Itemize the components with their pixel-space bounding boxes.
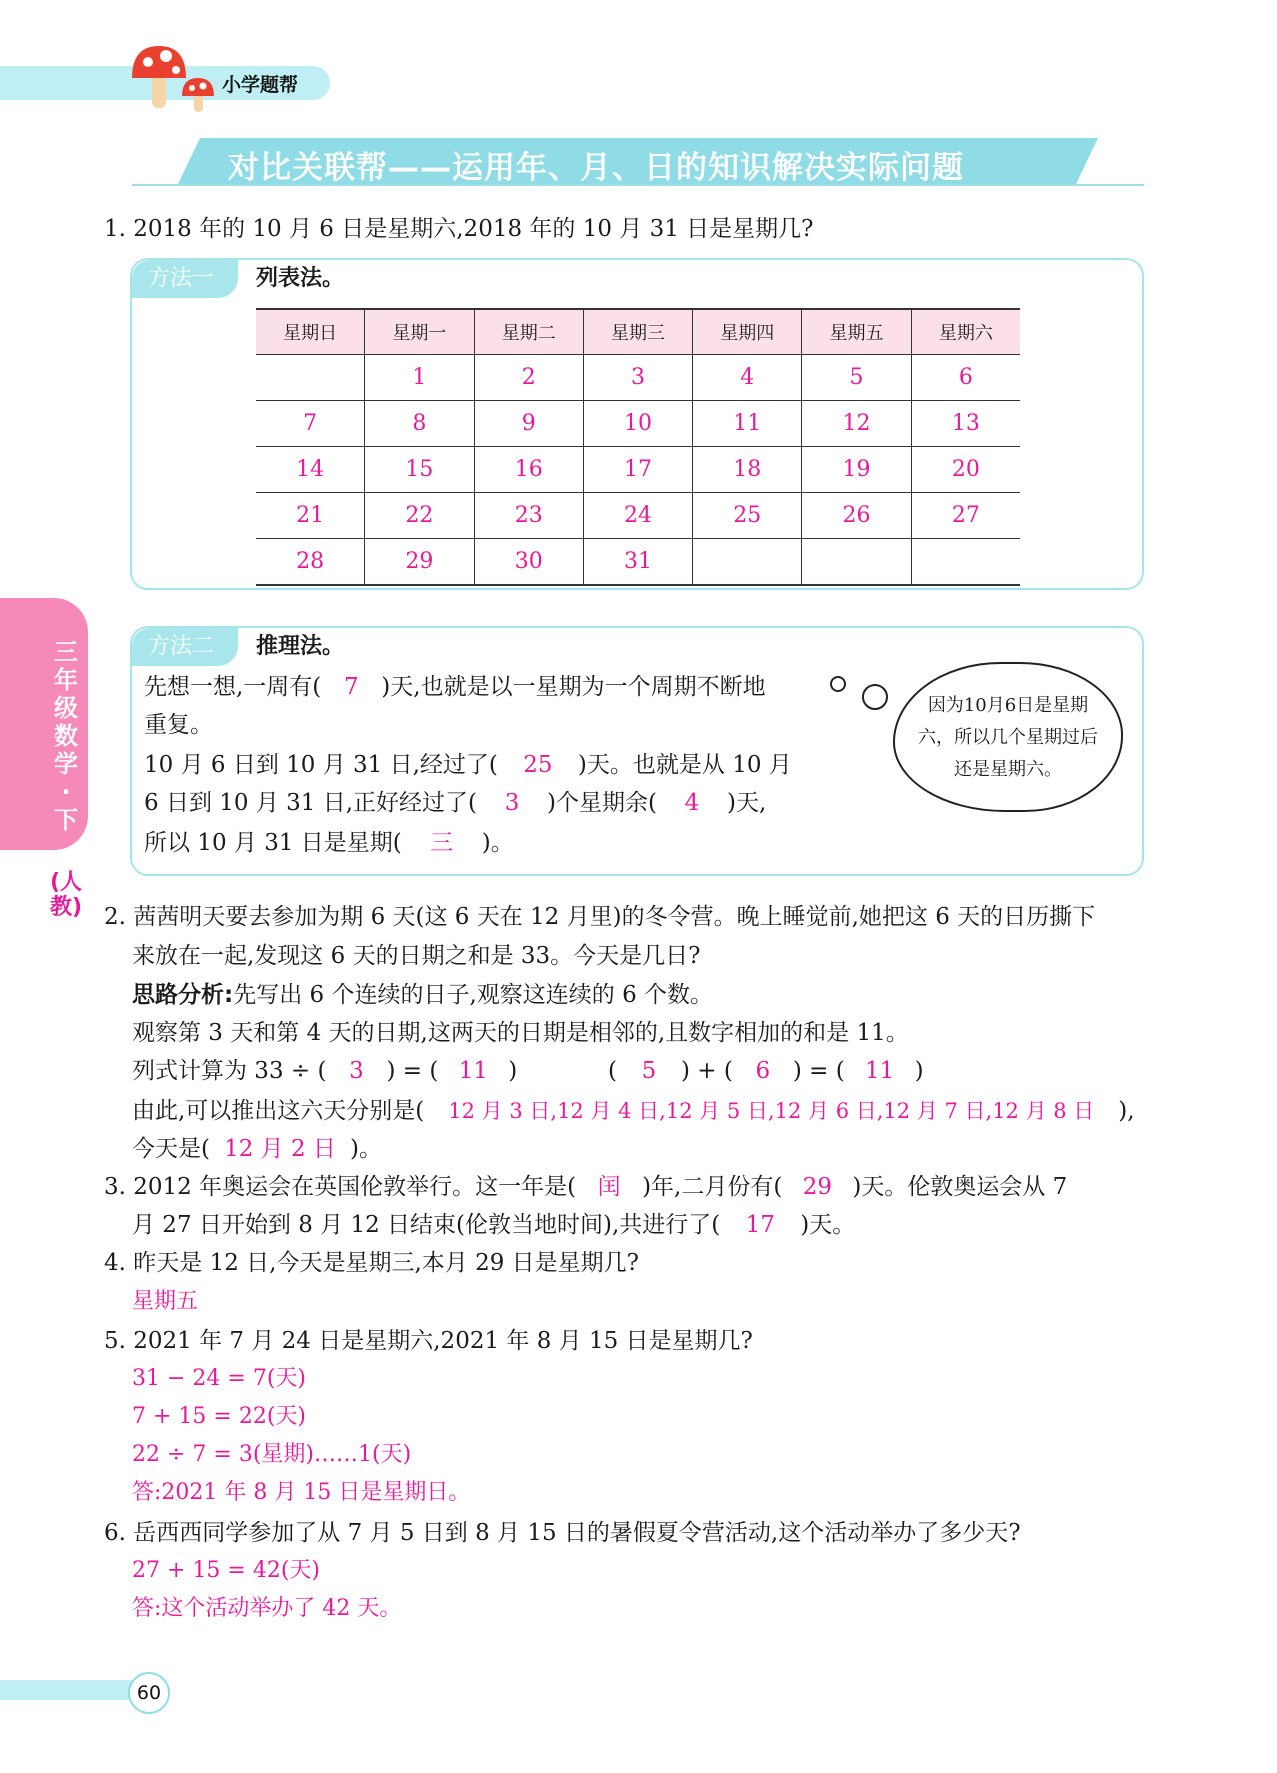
calendar-day-cell: 27 bbox=[911, 493, 1020, 539]
calendar-day-cell: 6 bbox=[911, 355, 1020, 401]
calendar-day-cell: 4 bbox=[693, 355, 802, 401]
method2-line4: 6 日到 10 月 31 日,正好经过了( 3 )个星期余( 4 )天, bbox=[144, 784, 766, 822]
calendar-day-cell: 26 bbox=[802, 493, 911, 539]
calendar-day-cell: 29 bbox=[365, 539, 474, 586]
question-2-line1: 2. 茜茜明天要去参加为期 6 天(这 6 天在 12 月里)的冬令营。晚上睡觉前,她把这 6 天的日历撕下 bbox=[104, 904, 1096, 930]
calendar-day-cell: 8 bbox=[365, 401, 474, 447]
question-5: 5. 2021 年 7 月 24 日是星期六,2021 年 8 月 15 日是星期几? bbox=[104, 1328, 753, 1354]
calendar-day-cell: 7 bbox=[256, 401, 365, 447]
calendar-row bbox=[256, 447, 1020, 493]
mushroom-icon bbox=[128, 40, 218, 114]
analysis-label: 思路分析: bbox=[132, 982, 234, 1008]
calendar-header-cell: 星期日 bbox=[256, 309, 365, 355]
question-6: 6. 岳西西同学参加了从 7 月 5 日到 8 月 15 日的暑假夏令营活动,这个活动举办了多少天? bbox=[104, 1520, 1021, 1546]
calendar-day-cell: 31 bbox=[583, 539, 692, 586]
method1-name: 列表法。 bbox=[256, 266, 345, 291]
calendar-row bbox=[256, 493, 1020, 539]
question-3-line1: 3. 2012 年奥运会在英国伦敦举行。这一年是( 闰 )年,二月份有( 29 )天。伦敦奥运会从 7 bbox=[104, 1174, 1068, 1200]
method1-box bbox=[130, 258, 1144, 590]
calendar-day-cell: 22 bbox=[365, 493, 474, 539]
page-number: 60 bbox=[128, 1672, 170, 1714]
calendar-day-cell: 15 bbox=[365, 447, 474, 493]
method1-tag: 方法一 bbox=[132, 260, 238, 298]
series-label: 小学题帮 bbox=[222, 74, 299, 96]
calendar-day-cell: 23 bbox=[474, 493, 583, 539]
thought-bubble-dot bbox=[862, 684, 888, 710]
calendar-row bbox=[256, 401, 1020, 447]
today-line: 今天是( 12 月 2 日 )。 bbox=[132, 1136, 382, 1162]
calendar-row bbox=[256, 539, 1020, 586]
calendar-day-cell bbox=[911, 539, 1020, 586]
calendar-day-cell: 10 bbox=[583, 401, 692, 447]
calendar-day-cell: 11 bbox=[693, 401, 802, 447]
calendar-header-cell: 星期六 bbox=[911, 309, 1020, 355]
answer-5-line: 22 ÷ 7 = 3(星期)……1(天) bbox=[132, 1442, 412, 1467]
answer-5-line: 31 − 24 = 7(天) bbox=[132, 1366, 306, 1391]
calendar-day-cell: 14 bbox=[256, 447, 365, 493]
question-3-line2: 月 27 日开始到 8 月 12 日结束(伦敦当地时间),共进行了( 17 )天。 bbox=[132, 1212, 856, 1238]
method2-name: 推理法。 bbox=[256, 634, 345, 659]
question-2-line2: 来放在一起,发现这 6 天的日期之和是 33。今天是几日? bbox=[132, 943, 701, 969]
calc-line-2: ( 5 ) + ( 6 ) = ( 11 ) bbox=[608, 1058, 924, 1084]
method2-line1: 先想一想,一周有( 7 )天,也就是以一星期为一个周期不断地 bbox=[144, 668, 766, 706]
calendar-day-cell: 13 bbox=[911, 401, 1020, 447]
calendar-day-cell bbox=[256, 355, 365, 401]
method2-tag: 方法二 bbox=[132, 628, 238, 666]
answer-blank: 3 bbox=[504, 790, 520, 816]
answer-blank: 7 bbox=[343, 674, 359, 700]
question-4: 4. 昨天是 12 日,今天是星期三,本月 29 日是星期几? bbox=[104, 1250, 639, 1276]
calendar-day-cell bbox=[802, 539, 911, 586]
publisher-label: (人教) bbox=[50, 870, 83, 920]
calendar-day-cell: 21 bbox=[256, 493, 365, 539]
method2-line3: 10 月 6 日到 10 月 31 日,经过了( 25 )天。也就是从 10 月 bbox=[144, 746, 792, 784]
calendar-day-cell: 5 bbox=[802, 355, 911, 401]
calendar-day-cell: 28 bbox=[256, 539, 365, 586]
answer-blank: 4 bbox=[684, 790, 700, 816]
calendar-day-cell: 16 bbox=[474, 447, 583, 493]
method2-line2: 重复。 bbox=[144, 712, 213, 738]
calendar-header-cell: 星期二 bbox=[474, 309, 583, 355]
method2-line5: 所以 10 月 31 日是星期( 三 )。 bbox=[144, 824, 514, 862]
calendar-header-cell: 星期四 bbox=[693, 309, 802, 355]
calendar-row bbox=[256, 355, 1020, 401]
calc-line: 列式计算为 33 ÷ ( 3 ) = ( 11 ) bbox=[132, 1058, 518, 1084]
thought-cloud-text: 因为10月6日是星期六，所以几个星期过后还是星期六。 bbox=[918, 695, 1098, 780]
calendar-day-cell: 19 bbox=[802, 447, 911, 493]
calendar-day-cell: 30 bbox=[474, 539, 583, 586]
calendar-day-cell: 9 bbox=[474, 401, 583, 447]
answer-6-line: 27 + 15 = 42(天) bbox=[132, 1558, 320, 1583]
thought-bubble-dot bbox=[830, 676, 846, 692]
answer-5-line: 答:2021 年 8 月 15 日是星期日。 bbox=[132, 1480, 471, 1505]
calendar-day-cell: 24 bbox=[583, 493, 692, 539]
calendar-day-cell: 18 bbox=[693, 447, 802, 493]
infer-line: 由此,可以推出这六天分别是( 12 月 3 日,12 月 4 日,12 月 5 日,12 月 6 日,12 月 7 日,12 月 8 日 ), bbox=[132, 1098, 1135, 1124]
answer-blank: 25 bbox=[523, 752, 553, 778]
calendar-table bbox=[256, 308, 1020, 586]
calendar-header-cell: 星期一 bbox=[365, 309, 474, 355]
calendar-day-cell: 3 bbox=[583, 355, 692, 401]
calendar-day-cell: 17 bbox=[583, 447, 692, 493]
calendar-day-cell bbox=[693, 539, 802, 586]
calendar-day-cell: 20 bbox=[911, 447, 1020, 493]
calendar-day-cell: 2 bbox=[474, 355, 583, 401]
grade-label: 三年级数学·下 bbox=[54, 638, 78, 834]
answer-5-line: 7 + 15 = 22(天) bbox=[132, 1404, 306, 1429]
answer-blank: 三 bbox=[430, 830, 454, 856]
calendar-day-cell: 12 bbox=[802, 401, 911, 447]
question-2-line4: 观察第 3 天和第 4 天的日期,这两天的日期是相邻的,且数字相加的和是 11。 bbox=[132, 1020, 909, 1046]
calendar-day-cell: 25 bbox=[693, 493, 802, 539]
question-1: 1. 2018 年的 10 月 6 日是星期六,2018 年的 10 月 31 日是星期几? bbox=[104, 216, 814, 242]
calendar-header-cell: 星期五 bbox=[802, 309, 911, 355]
answer-6-line: 答:这个活动举办了 42 天。 bbox=[132, 1596, 402, 1621]
section-title: 对比关联帮——运用年、月、日的知识解决实际问题 bbox=[228, 150, 964, 186]
calendar-header-cell: 星期三 bbox=[583, 309, 692, 355]
analysis: 思路分析:先写出 6 个连续的日子,观察这连续的 6 个数。 bbox=[132, 982, 714, 1008]
answer-4: 星期五 bbox=[132, 1289, 199, 1314]
calendar-day-cell: 1 bbox=[365, 355, 474, 401]
